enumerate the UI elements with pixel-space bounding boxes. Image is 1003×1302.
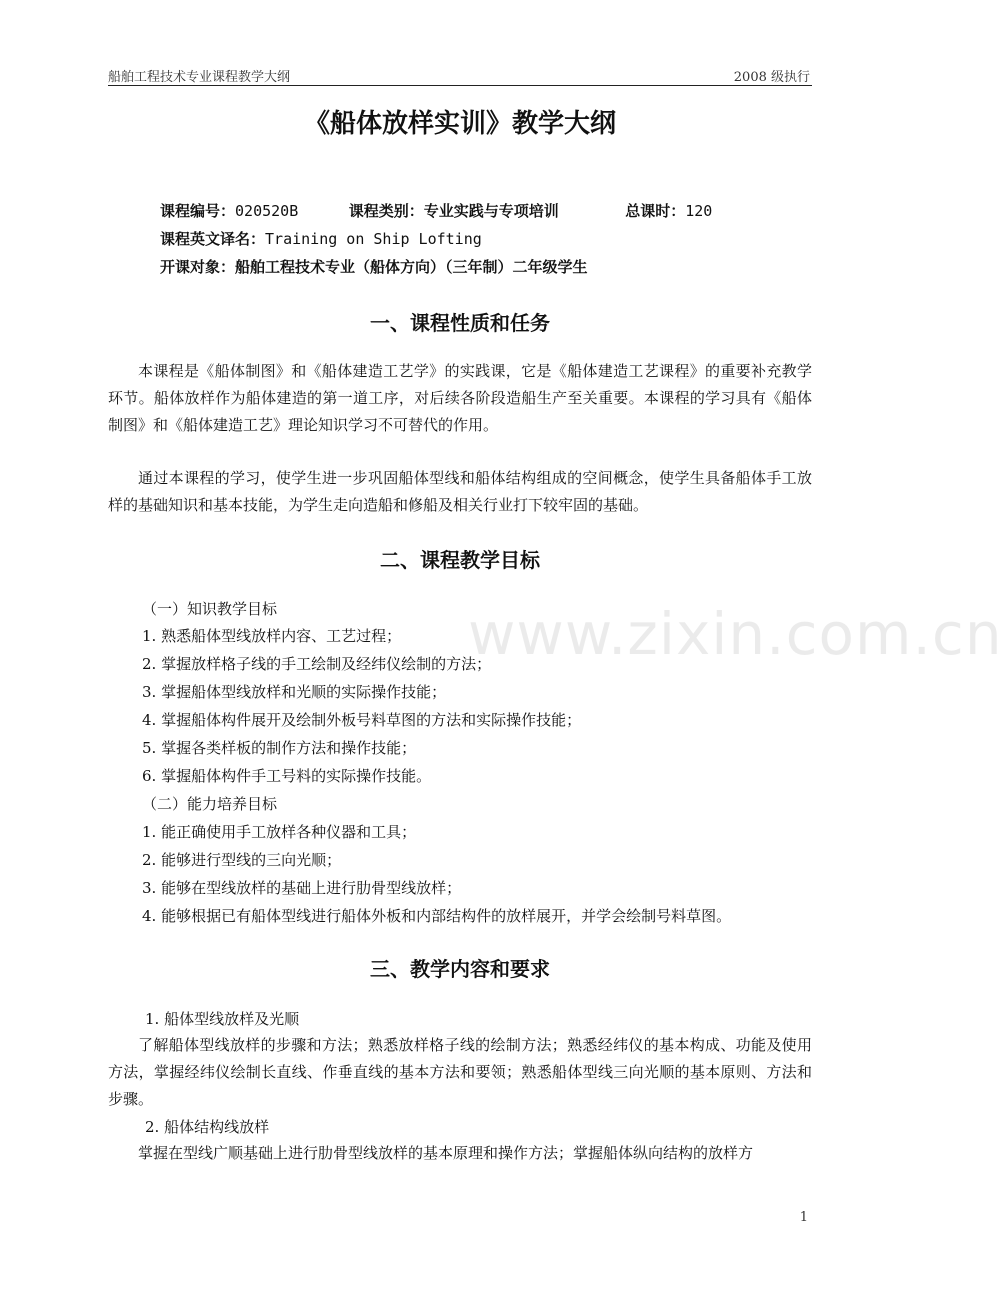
list-item: 2. 能够进行型线的三向光顺； [142,851,342,869]
page-title: 《船体放样实训》教学大纲 [303,109,616,139]
content-paragraph-2: 掌握在型线广顺基础上进行肋骨型线放样的基本原理和操作方法；掌握船体纵向结构的放样方 [138,1144,754,1162]
course-code: 020520B [235,202,299,220]
header-divider [108,85,812,86]
list-item: 3. 掌握船体型线放样和光顺的实际操作技能； [142,683,447,701]
list-item: 1. 熟悉船体型线放样内容、工艺过程； [142,627,402,645]
watermark: www.zixin.com.cn [468,600,1003,668]
course-meta-line-3 [160,256,588,277]
list-item: 4. 能够根据已有船体型线进行船体外板和内部结构件的放样展开，并学会绘制号料草图。 [142,907,732,925]
english-name: Training on Ship Lofting [265,230,482,248]
target-label: 开课对象： [160,258,236,276]
english-name-label: 课程英文译名： [160,230,266,248]
content-topic-1: 1. 船体型线放样及光顺 [145,1010,300,1028]
course-hours-label: 总课时： [625,202,686,220]
list-item: 5. 掌握各类样板的制作方法和操作技能； [142,739,417,757]
subheading-knowledge: （一）知识教学目标 [142,600,278,618]
target-students: 船舶工程技术专业（船体方向）（三年制）二年级学生 [235,258,588,276]
list-item: 6. 掌握船体构件手工号料的实际操作技能。 [142,767,432,785]
course-type: 专业实践与专项培训 [423,202,559,220]
list-item: 1. 能正确使用手工放样各种仪器和工具； [142,823,417,841]
running-header-left: 船舶工程技术专业课程教学大纲 [108,70,291,85]
list-item: 3. 能够在型线放样的基础上进行肋骨型线放样； [142,879,462,897]
section1-paragraph-2: 通过本课程的学习，使学生进一步巩固船体型线和船体结构组成的空间概念，使学生具备船体手工放样的基础知识和基本技能，为学生走向造船和修船及相关行业打下较牢固的基础。 [108,469,812,514]
page-number: 1 [799,1210,808,1225]
content-paragraph-1: 了解船体型线放样的步骤和方法；熟悉放样格子线的绘制方法；熟悉经纬仪的基本构成、功能及使用方法，掌握经纬仪绘制长直线、作垂直线的基本方法和要领；熟悉船体型线三向光顺的基本原则、方法和步骤。 [108,1036,812,1108]
running-header-right: 2008 级执行 [733,70,810,85]
course-code-label: 课程编号： [160,202,236,220]
section-heading-1: 一、课程性质和任务 [370,311,550,335]
course-meta-line-2 [160,228,482,249]
course-type-label: 课程类别： [348,202,424,220]
subheading-ability: （二）能力培养目标 [142,795,278,813]
section1-paragraph-1: 本课程是《船体制图》和《船体建造工艺学》的实践课，它是《船体建造工艺课程》的重要补充教学环节。船体放样作为船体建造的第一道工序，对后续各阶段造船生产至关重要。本课程的学习具有《船体制图》和《船体建造工艺》理论知识学习不可替代的作用。 [108,362,812,434]
content-topic-2: 2. 船体结构线放样 [145,1118,270,1136]
course-meta-line-1 [160,200,712,221]
list-item: 4. 掌握船体构件展开及绘制外板号料草图的方法和实际操作技能； [142,711,582,729]
course-hours: 120 [685,202,713,220]
section-heading-2: 二、课程教学目标 [380,548,540,572]
section-heading-3: 三、教学内容和要求 [370,957,550,981]
list-item: 2. 掌握放样格子线的手工绘制及经纬仪绘制的方法； [142,655,492,673]
